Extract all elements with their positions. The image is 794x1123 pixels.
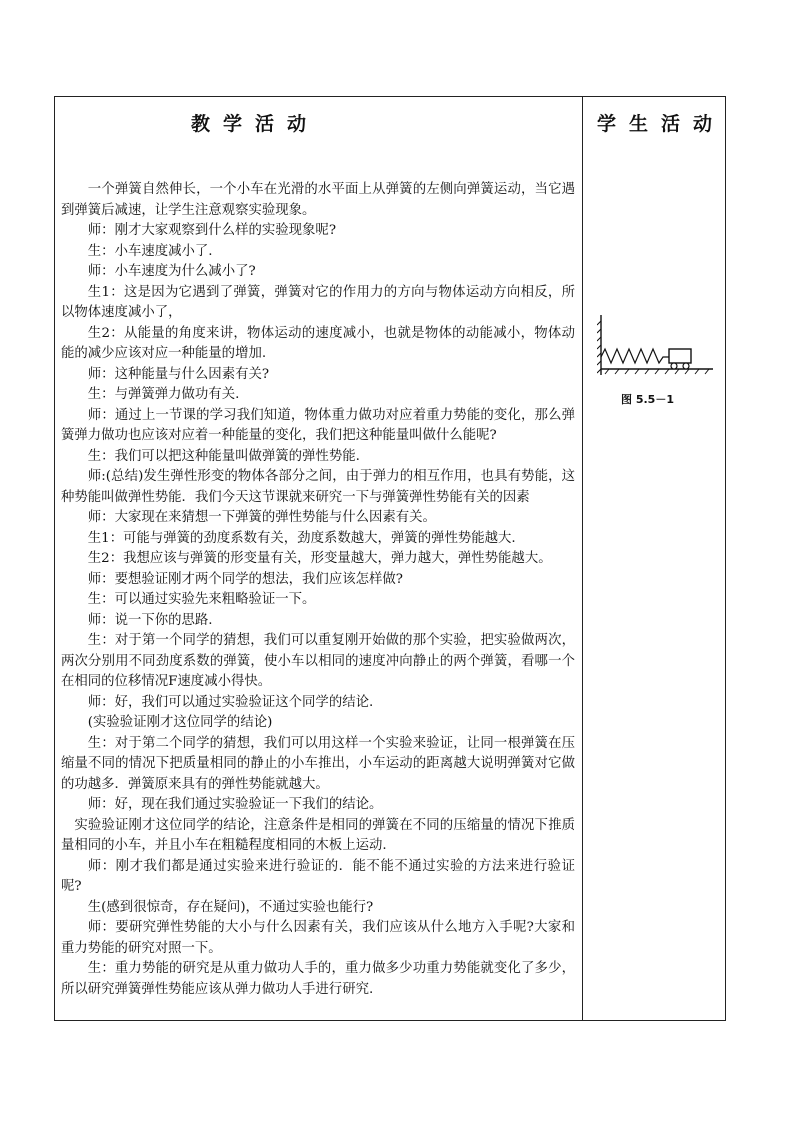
paragraph: 生：我们可以把这种能量叫做弹簧的弹性势能. (87, 448, 360, 464)
paragraph: 生：重力势能的研究是从重力做功人手的，重力做多少功重力势能就变化了多少，所以研究弹簧弹性势能应该从弹力做功人手进行研究. (61, 961, 575, 997)
paragraph: 师：刚才我们都是通过实验来进行验证的．能不能不通过实验的方法来进行验证呢? (61, 858, 575, 894)
paragraph: 生2：我想应该与弹簧的形变量有关，形变量越大，弹力越大，弹性势能越大。 (87, 551, 552, 566)
paragraph: 生2：从能量的角度来讲，物体运动的速度减小，也就是物体的动能减小，物体动能的减少应该对应一种能量的增加. (61, 325, 575, 361)
paragraph: (实验验证刚才这位同学的结论) (87, 715, 273, 730)
figure-caption: 图 5.5－1 (621, 393, 674, 406)
paragraph: 生：可以通过实验先来粗略验证一下。 (87, 592, 316, 607)
paragraph: 师：好，我们可以通过实验验证这个同学的结论. (87, 694, 374, 710)
paragraph: 师：要研究弹性势能的大小与什么因素有关，我们应该从什么地方入手呢?大家和重力势能的研究对照一下。 (61, 920, 575, 956)
activity-table (54, 96, 726, 1021)
paragraph: 师：说一下你的思路. (87, 612, 213, 628)
teacher-activity-header: 教学活动 (191, 113, 320, 135)
teacher-activity-column (55, 97, 582, 1020)
student-activity-column (583, 97, 725, 1020)
student-activity-header: 学生活动 (597, 113, 726, 135)
paragraph: 师：好，现在我们通过实验验证一下我们的结论。 (87, 797, 383, 812)
paragraph: 生：对于第二个同学的猜想，我们可以用这样一个实验来验证，让同一根弹簧在压缩量不同的情况下把质量相同的静止的小车推出，小车运动的距离越大说明弹簧对它做的功越多．弹簧原来具有的弹性势能就越大。 (61, 735, 575, 792)
paragraph: 师：这种能量与什么因素有关? (87, 366, 270, 382)
lesson-body (61, 180, 575, 1000)
paragraph: 实验验证刚才这位同学的结论，注意条件是相同的弹簧在不同的压缩量的情况下推质量相同的小车，并且小车在粗糙程度相同的木板上运动. (61, 817, 575, 853)
paragraph: 师：刚才大家观察到什么样的实验现象呢? (87, 223, 337, 238)
paragraph: 师:(总结)发生弹性形变的物体各部分之间，由于弹力的相互作用，也具有势能，这种势能叫做弹性势能．我们今天这节课就来研究一下与弹簧弹性势能有关的因素 (61, 469, 575, 505)
paragraph: 生：与弹簧弹力做功有关. (87, 387, 240, 402)
paragraph: 师：小车速度为什么减小了? (87, 264, 256, 279)
paragraph: 一个弹簧自然伸长，一个小车在光滑的水平面上从弹簧的左侧向弹簧运动，当它遇到弹簧后减速，让学生注意观察实验现象。 (61, 182, 575, 218)
paragraph: 师：通过上一节课的学习我们知道，物体重力做功对应着重力势能的变化，那么弹簧弹力做功也应该对应着一种能量的变化，我们把这种能量叫做什么能呢? (61, 407, 575, 443)
paragraph: 生(感到很惊奇，存在疑问)，不通过实验也能行? (87, 899, 374, 915)
paragraph: 生：小车速度减小了. (87, 243, 213, 259)
paragraph: 师：要想验证刚才两个同学的想法，我们应该怎样做? (87, 571, 403, 587)
paragraph: 生1：这是因为它遇到了弹簧，弹簧对它的作用力的方向与物体运动方向相反，所以物体速度减小了， (61, 284, 575, 320)
spring-cart-diagram-icon (597, 313, 715, 379)
paragraph: 生：对于第一个同学的猜想，我们可以重复刚开始做的那个实验，把实验做两次，两次分别用不同劲度系数的弹簧，使小车以相同的速度冲向静止的两个弹簧，看哪一个在相同的位移情况F速度减小得快。 (61, 633, 575, 689)
paragraph: 师：大家现在来猜想一下弹簧的弹性势能与什么因素有关。 (87, 510, 436, 525)
paragraph: 生1：可能与弹簧的劲度系数有关，劲度系数越大，弹簧的弹性势能越大. (87, 530, 516, 546)
